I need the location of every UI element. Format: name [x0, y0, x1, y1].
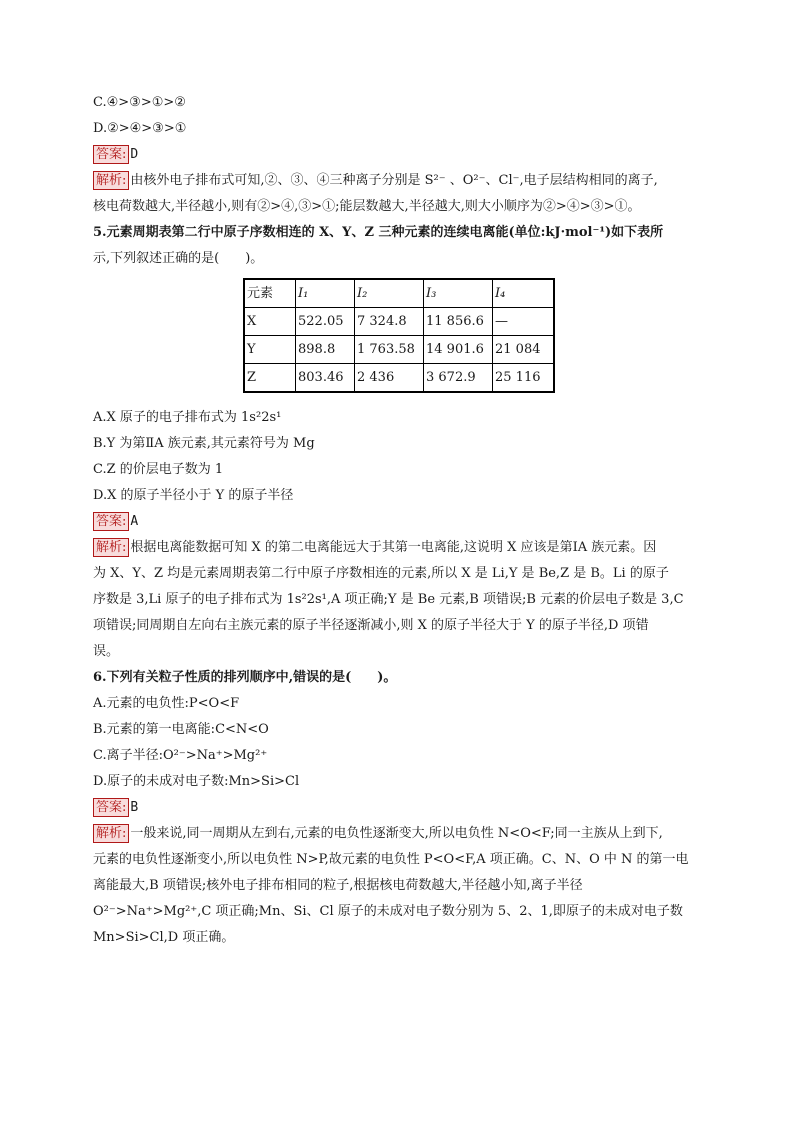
q5-answer-line [93, 509, 708, 535]
table-cell: 522.05 [296, 308, 355, 336]
analysis-tag: 解析: [93, 538, 129, 557]
table-cell: 25 116 [493, 364, 555, 393]
table-header-cell: I₄ [493, 279, 555, 308]
table-cell: 803.46 [296, 364, 355, 393]
table-cell: 7 324.8 [355, 308, 424, 336]
table-row [244, 308, 554, 336]
q5-option-b: B.Y 为第ⅡA 族元素,其元素符号为 Mg [93, 436, 315, 451]
q6-analysis-line-2: 元素的电负性逐渐变小,所以电负性 N>P,故元素的电负性 P<O<F,A 项正确。C、N、O 中 N 的第一电 [93, 852, 689, 867]
table-row [244, 364, 554, 393]
table-cell: 2 436 [355, 364, 424, 393]
table-cell: 21 084 [493, 336, 555, 364]
q5-stem-line-2: 示,下列叙述正确的是( )。 [93, 251, 264, 266]
analysis-tag: 解析: [93, 824, 129, 843]
analysis-text: 一般来说,同一周期从左到右,元素的电负性逐渐变大,所以电负性 N<O<F;同一主族从上到下, [130, 826, 663, 841]
q6-stem: 6.下列有关粒子性质的排列顺序中,错误的是( )。 [93, 670, 397, 685]
q6-option-d: D.原子的未成对电子数:Mn>Si>Cl [93, 774, 300, 789]
answer-value: B [130, 800, 139, 815]
table-row [244, 336, 554, 364]
table-header-cell: I₂ [355, 279, 424, 308]
q6-analysis-line-3: 离能最大,B 项错误;核外电子排布相同的粒子,根据核电荷数越大,半径越小知,离子半径 [93, 878, 583, 893]
q5-analysis-line-3: 序数是 3,Li 原子的电子排布式为 1s²2s¹,A 项正确;Y 是 Be 元素,B 项错误;B 元素的价层电子数是 3,C [93, 592, 684, 607]
table-header-cell: I₃ [424, 279, 493, 308]
q5-stem-line-1: 5.元素周期表第二行中原子序数相连的 X、Y、Z 三种元素的连续电离能(单位:kJ·mol⁻¹)如下表所 [93, 225, 664, 240]
table-cell: 898.8 [296, 336, 355, 364]
analysis-text: 根据电离能数据可知 X 的第二电离能远大于其第一电离能,这说明 X 应该是第ⅠA 族元素。因 [130, 540, 657, 555]
prev-answer-line [93, 142, 708, 168]
table-header-cell: 元素 [244, 279, 296, 308]
table-cell: — [493, 308, 555, 336]
prev-option-d: D.②>④>③>① [93, 121, 187, 136]
analysis-tag: 解析: [93, 171, 129, 190]
q6-analysis-line-5: Mn>Si>Cl,D 项正确。 [93, 930, 235, 945]
q6-option-a: A.元素的电负性:P<O<F [93, 696, 240, 711]
document-page [93, 90, 708, 951]
table-cell: Z [244, 364, 296, 393]
q5-analysis-line-1 [93, 535, 708, 561]
table-header-cell: I₁ [296, 279, 355, 308]
analysis-text: 由核外电子排布式可知,②、③、④三种离子分别是 S²⁻ 、O²⁻、Cl⁻,电子层结构相同的离子, [130, 173, 658, 188]
q6-option-b: B.元素的第一电离能:C<N<O [93, 722, 269, 737]
table-cell: X [244, 308, 296, 336]
answer-value: D [130, 147, 139, 162]
q5-option-c: C.Z 的价层电子数为 1 [93, 462, 224, 477]
prev-option-c: C.④>③>①>② [93, 95, 186, 110]
table-cell: 11 856.6 [424, 308, 493, 336]
table-header-row [244, 279, 554, 308]
prev-analysis-line-1 [93, 168, 708, 194]
q6-answer-line [93, 795, 708, 821]
answer-tag: 答案: [93, 145, 129, 164]
q6-analysis-line-4: O²⁻>Na⁺>Mg²⁺,C 项正确;Mn、Si、Cl 原子的未成对电子数分别为 5、2、1,即原子的未成对电子数 [93, 904, 683, 919]
q5-analysis-line-4: 项错误;同周期自左向右主族元素的原子半径逐渐减小,则 X 的原子半径大于 Y 的原子半径,D 项错 [93, 618, 649, 633]
q5-analysis-line-2: 为 X、Y、Z 均是元素周期表第二行中原子序数相连的元素,所以 X 是 Li,Y 是 Be,Z 是 B。Li 的原子 [93, 566, 669, 581]
answer-tag: 答案: [93, 798, 129, 817]
q5-option-a: A.X 原子的电子排布式为 1s²2s¹ [93, 410, 282, 425]
answer-tag: 答案: [93, 512, 129, 531]
ionization-energy-table [243, 278, 555, 393]
table-cell: 1 763.58 [355, 336, 424, 364]
table-cell: 3 672.9 [424, 364, 493, 393]
q6-option-c: C.离子半径:O²⁻>Na⁺>Mg²⁺ [93, 748, 268, 763]
table-cell: 14 901.6 [424, 336, 493, 364]
q6-analysis-line-1 [93, 821, 708, 847]
prev-analysis-line-2: 核电荷数越大,半径越小,则有②>④,③>①;能层数越大,半径越大,则大小顺序为②>④>③>①。 [93, 199, 641, 214]
q5-analysis-line-5: 误。 [93, 644, 120, 659]
answer-value: A [130, 514, 139, 529]
q5-option-d: D.X 的原子半径小于 Y 的原子半径 [93, 488, 294, 503]
table-cell: Y [244, 336, 296, 364]
